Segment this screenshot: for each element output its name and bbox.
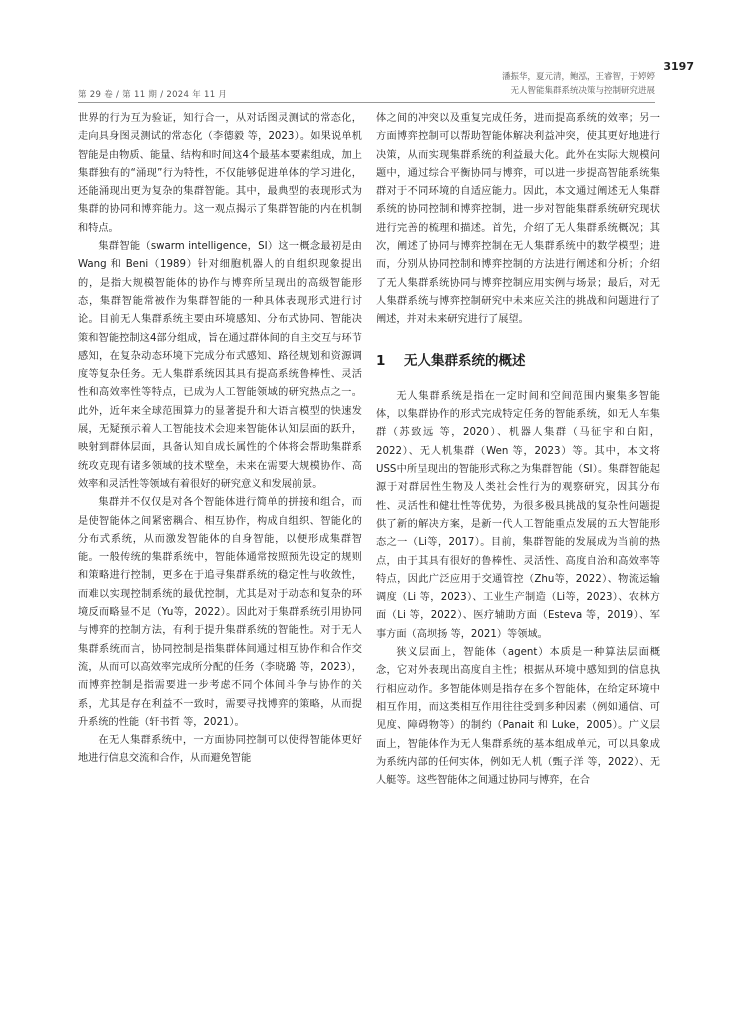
section-heading (376, 352, 660, 370)
journal-info: 第 29 卷 / 第 11 期 / 2024 年 11 月 (78, 90, 228, 100)
paragraph: 狭义层面上，智能体（agent）本质是一种算法层面概念，它对外表现出高度自主性；根据从环境中感知到的信息执行相应动作。多智能体则是指存在多个智能体，在给定环境中相互作用，而这类相互作用往往受到多种因素（例如通信、可见度、障碍物等）的制约（Panait 和 Luke，2005）。广义层面上，智能体作为无人集群系统的基本组成单元，可以具象成为系统内部的任何实体，例如无人机（甄子洋 等，2022）、无人艇等。这些智能体之间通过协同与博弈，在合 (376, 647, 660, 787)
paragraph: 世界的行为互为验证，知行合一，从对话图灵测试的常态化，走向具身图灵测试的常态化（李德毅 等，2023）。如果说单机智能是由物质、能量、结构和时间这4个最基本要素组成，加上集群独有的“涌现”行为特性，不仅能够促进单体的学习进化，还能涌现出更为复杂的集群智能。其中，最典型的表现形式为集群的协同和博弈能力。这一观点揭示了集群智能的内在机制和特点。 (78, 113, 362, 234)
paragraph: 集群并不仅仅是对各个智能体进行简单的拼接和组合，而是使智能体之间紧密耦合、相互协作，构成自组织、智能化的分布式系统，从而激发智能体的自身智能，以便形成集群智能。一般传统的集群系统中，智能体通常按照预先设定的规则和策略进行控制，更多在于追寻集群系统的稳定性与收敛性，而难以实现控制系统的最优控制，尤其是对于动态和复杂的环境反而略显不足（Yu等，2022）。因此对于集群系统引用协同与博弈的控制方法，有利于提升集群系统的智能性。对于无人集群系统而言，协同控制是指集群体间通过相互协作和合作交流，从而可以高效率完成所分配的任务（李晓璐 等，2023），而博弈控制是指需要进一步考虑不同个体间斗争与协作的关系，尤其是存在利益不一致时，需要寻找博弈的策略，从而提升系统的性能（轩书哲 等，2021）。 (78, 497, 362, 728)
author-list: 潘振华，夏元清，鲍泓，王睿智，于婷婷 (501, 72, 655, 82)
short-title: 无人智能集群系统决策与控制研究进展 (510, 86, 655, 96)
page-number: 3197 (663, 60, 694, 73)
paragraph: 体之间的冲突以及重复完成任务，进而提高系统的效率；另一方面博弈控制可以帮助智能体解决利益冲突，使其更好地进行决策，从而实现集群系统的利益最大化。此外在实际大规模问题中，通过综合平衡协同与博弈，可以进一步提高智能系统集群对于不同环境的自适应能力。因此，本文通过阐述无人集群系统的协同控制和博弈控制，进一步对智能集群系统研究现状进行完善的梳理和描述。首先，介绍了无人集群系统概况；其次，阐述了协同与博弈控制在无人集群系统中的数学模型；进而，分别从协同控制和博弈控制的方法进行阐述和分析；介绍了无人集群系统协同与博弈控制应用实例与场景；最后，对无人集群系统与博弈控制研究中未来应关注的挑战和问题进行了阐述，并对未来研究进行了展望。 (376, 113, 660, 326)
paragraph: 集群智能（swarm intelligence，SI）这一概念最初是由 Wang 和 Beni（1989）针对细胞机器人的自组织现象提出的，是指大规模智能体的协作与博弈所呈现出的高级智能形态，集群智能常被作为集群智能的一种具体表现形式进行讨论。目前无人集群系统主要由环境感知、分布式协同、智能决策和智能控制这4部分组成，旨在通过群体间的自主交互与环节感知，在复杂动态环境下完成分布式感知、路径规划和资源调度等复杂任务。无人集群系统因其具有提高系统鲁棒性、灵活性和高效率性等特点，已成为人工智能领域的研究热点之一。此外，近年来全球范围算力的显著提升和大语言模型的快速发展，无疑预示着人工智能技术会迎来智能体认知层面的跃升，映射到群体层面，具备认知自成长属性的个体将会帮助集群系统攻克现有诸多领域的技术壁垒，未来在需要大规模协作、高效率和灵活性等领域有着很好的研究意义和发展前景。 (78, 241, 362, 490)
paragraph: 无人集群系统是指在一定时间和空间范围内聚集多智能体，以集群协作的形式完成特定任务的智能系统，如无人车集群（苏致远 等，2020）、机器人集群（马征宇和白阳，2022）、无人机集群（Wen 等，2023）等。其中，本文将USS中所呈现出的智能形式称之为集群智能（SI）。集群智能起源于对群居性生物及人类社会性行为的观察研究，因其分布性、灵活性和健壮性等优势，为很多极具挑战的复杂性问题提供了新的解决方案，是新一代人工智能重点发展的五大智能形态之一（Li等，2017）。目前，集群智能的发展成为当前的热点，由于其具有很好的鲁棒性、灵活性、高度自治和高效率等特点，因此广泛应用于交通管控（Zhu等，2022）、物流运输调度（Li 等，2023）、工业生产制造（Li等，2023）、农林方面（Li 等，2022）、医疗辅助方面（Esteva 等，2019）、军事方面（高坝扬 等，2021）等领域。 (376, 390, 660, 640)
paragraph: 在无人集群系统中，一方面协同控制可以使得智能体更好地进行信息交流和合作，从而避免智能 (78, 735, 362, 765)
section-title: 无人集群系统的概述 (404, 352, 526, 369)
section-number: 1 (376, 352, 386, 369)
running-head (502, 70, 655, 98)
left-column (78, 110, 362, 769)
right-column (376, 110, 660, 790)
header-rule (78, 102, 655, 103)
